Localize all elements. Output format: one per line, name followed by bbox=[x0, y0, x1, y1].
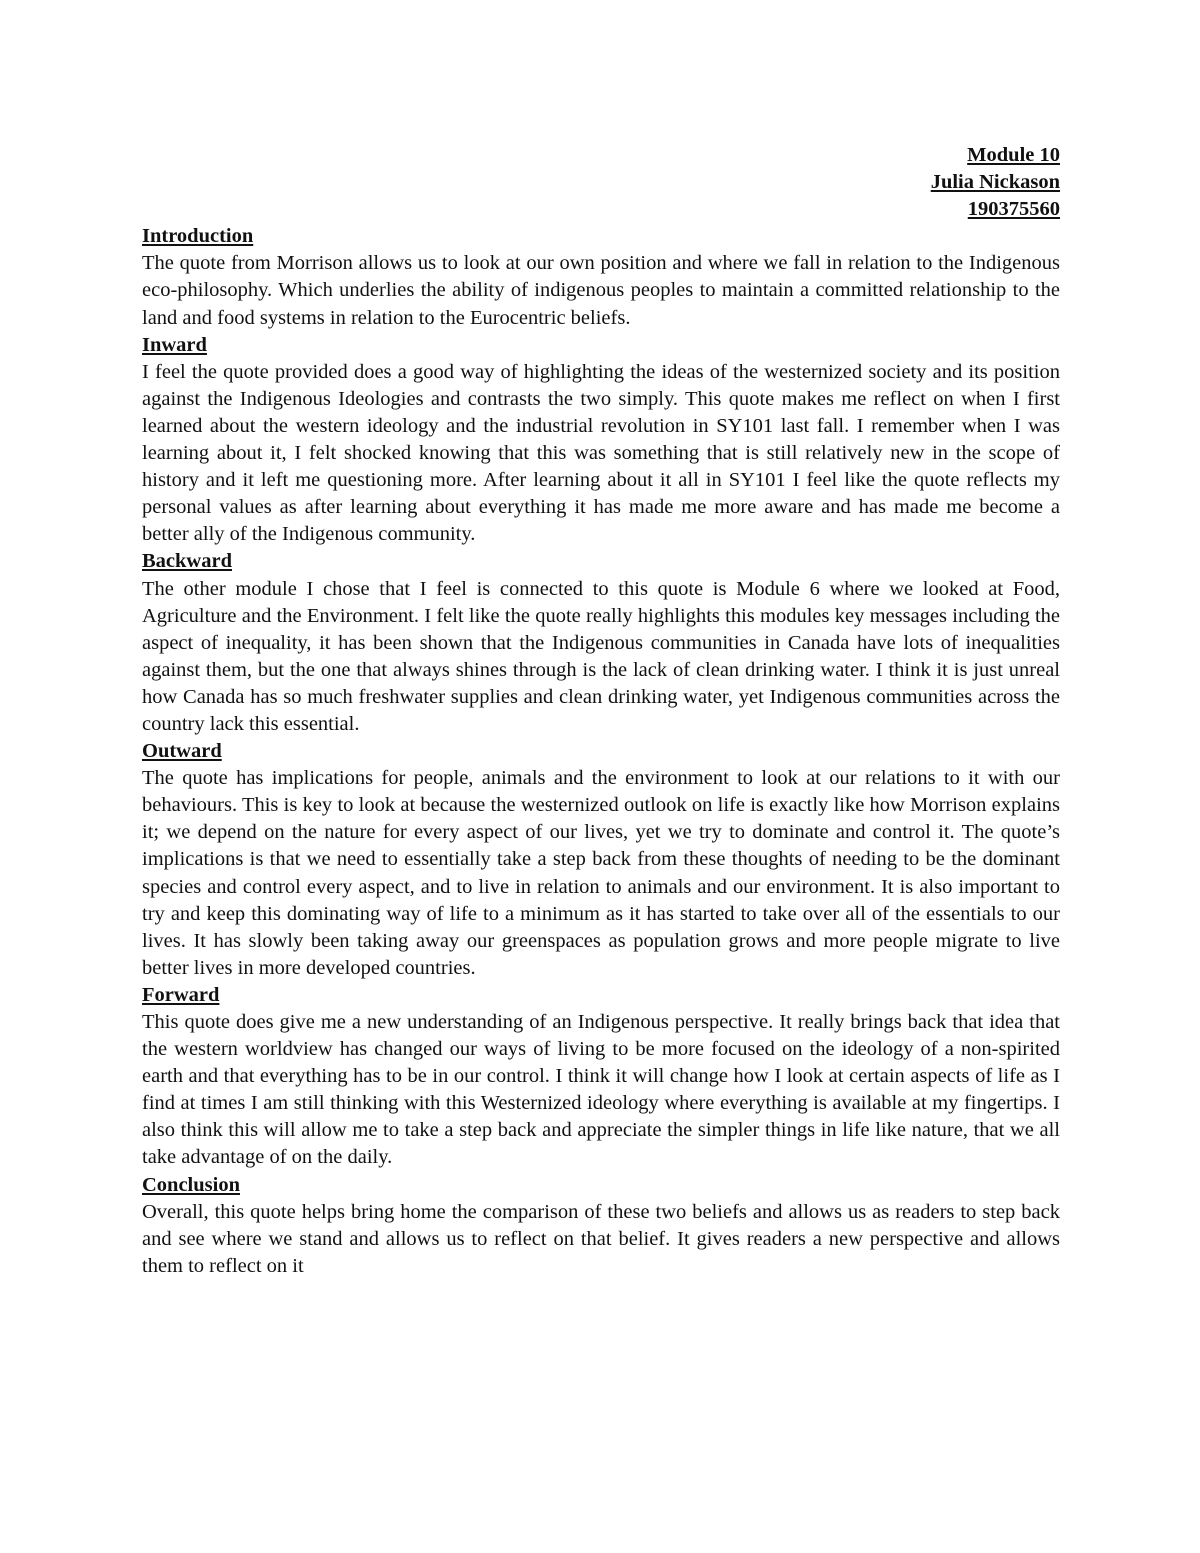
section-heading: Inward bbox=[142, 333, 207, 356]
section-body: The quote has implications for people, animals and the environment to look at our relations to it with our behaviours. This is key to look at because the westernized outlook on life is exactly like how Morrison explains it; we depend on the nature for every aspect of our lives, yet we try to dominate and control it. The quote’s implications is that we need to essentially take a step back from these thoughts of needing to be the dominant species and control every aspect, and to live in relation to animals and our environment. It is also important to try and keep this dominating way of life to a minimum as it has started to take over all of the essentials to our lives. It has slowly been taking away our greenspaces as population grows and more people migrate to live better lives in more developed countries. bbox=[142, 767, 1060, 979]
section-heading: Outward bbox=[142, 740, 222, 763]
section-body: This quote does give me a new understanding of an Indigenous perspective. It really brings back that idea that the western worldview has changed our ways of living to be more focused on the ideology of a non-spirited earth and that everything has to be in our control. I think it will change how I look at certain aspects of life as I find at times I am still thinking with this Westernized ideology where everything is available at my fingertips. I also think this will allow me to take a step back and appreciate the simpler things in life like nature, that we all take advantage of on the daily. bbox=[142, 1011, 1060, 1169]
section-body: Overall, this quote helps bring home the comparison of these two beliefs and allows us as readers to step back and see where we stand and allows us to reflect on that belief. It gives readers a new perspective and allows them to reflect on it bbox=[142, 1200, 1060, 1277]
section-heading: Conclusion bbox=[142, 1173, 240, 1196]
section-conclusion bbox=[142, 1172, 1060, 1280]
section-body: The quote from Morrison allows us to look at our own position and where we fall in relation to the Indigenous eco-philosophy. Which underlies the ability of indigenous peoples to maintain a committed relationship to the land and food systems in relation to the Eurocentric beliefs. bbox=[142, 252, 1060, 329]
student-id: 190375560 bbox=[967, 198, 1060, 221]
author-name: Julia Nickason bbox=[930, 171, 1060, 194]
section-outward bbox=[142, 738, 1060, 982]
section-introduction bbox=[142, 223, 1060, 331]
section-inward bbox=[142, 332, 1060, 549]
section-heading: Forward bbox=[142, 983, 220, 1006]
document-page bbox=[142, 142, 1060, 1280]
section-heading: Introduction bbox=[142, 225, 254, 248]
module-title: Module 10 bbox=[967, 144, 1060, 166]
document-header bbox=[142, 142, 1060, 223]
section-backward bbox=[142, 548, 1060, 738]
section-body: The other module I chose that I feel is connected to this quote is Module 6 where we looked at Food, Agriculture and the Environment. I felt like the quote really highlights this modules key messages including the aspect of inequality, it has been shown that the Indigenous communities in Canada have lots of inequalities against them, but the one that always shines through is the lack of clean drinking water. I think it is just unreal how Canada has so much freshwater supplies and clean drinking water, yet Indigenous communities across the country lack this essential. bbox=[142, 577, 1060, 735]
section-heading: Backward bbox=[142, 550, 232, 573]
section-forward bbox=[142, 982, 1060, 1172]
section-body: I feel the quote provided does a good way of highlighting the ideas of the westernized society and its position against the Indigenous Ideologies and contrasts the two simply. This quote makes me reflect on when I first learned about the western ideology and the industrial revolution in SY101 last fall. I remember when I was learning about it, I felt shocked knowing that this was something that is still relatively new in the scope of history and it left me questioning more. After learning about it all in SY101 I feel like the quote reflects my personal values as after learning about everything it has made me more aware and has made me become a better ally of the Indigenous community. bbox=[142, 360, 1060, 546]
